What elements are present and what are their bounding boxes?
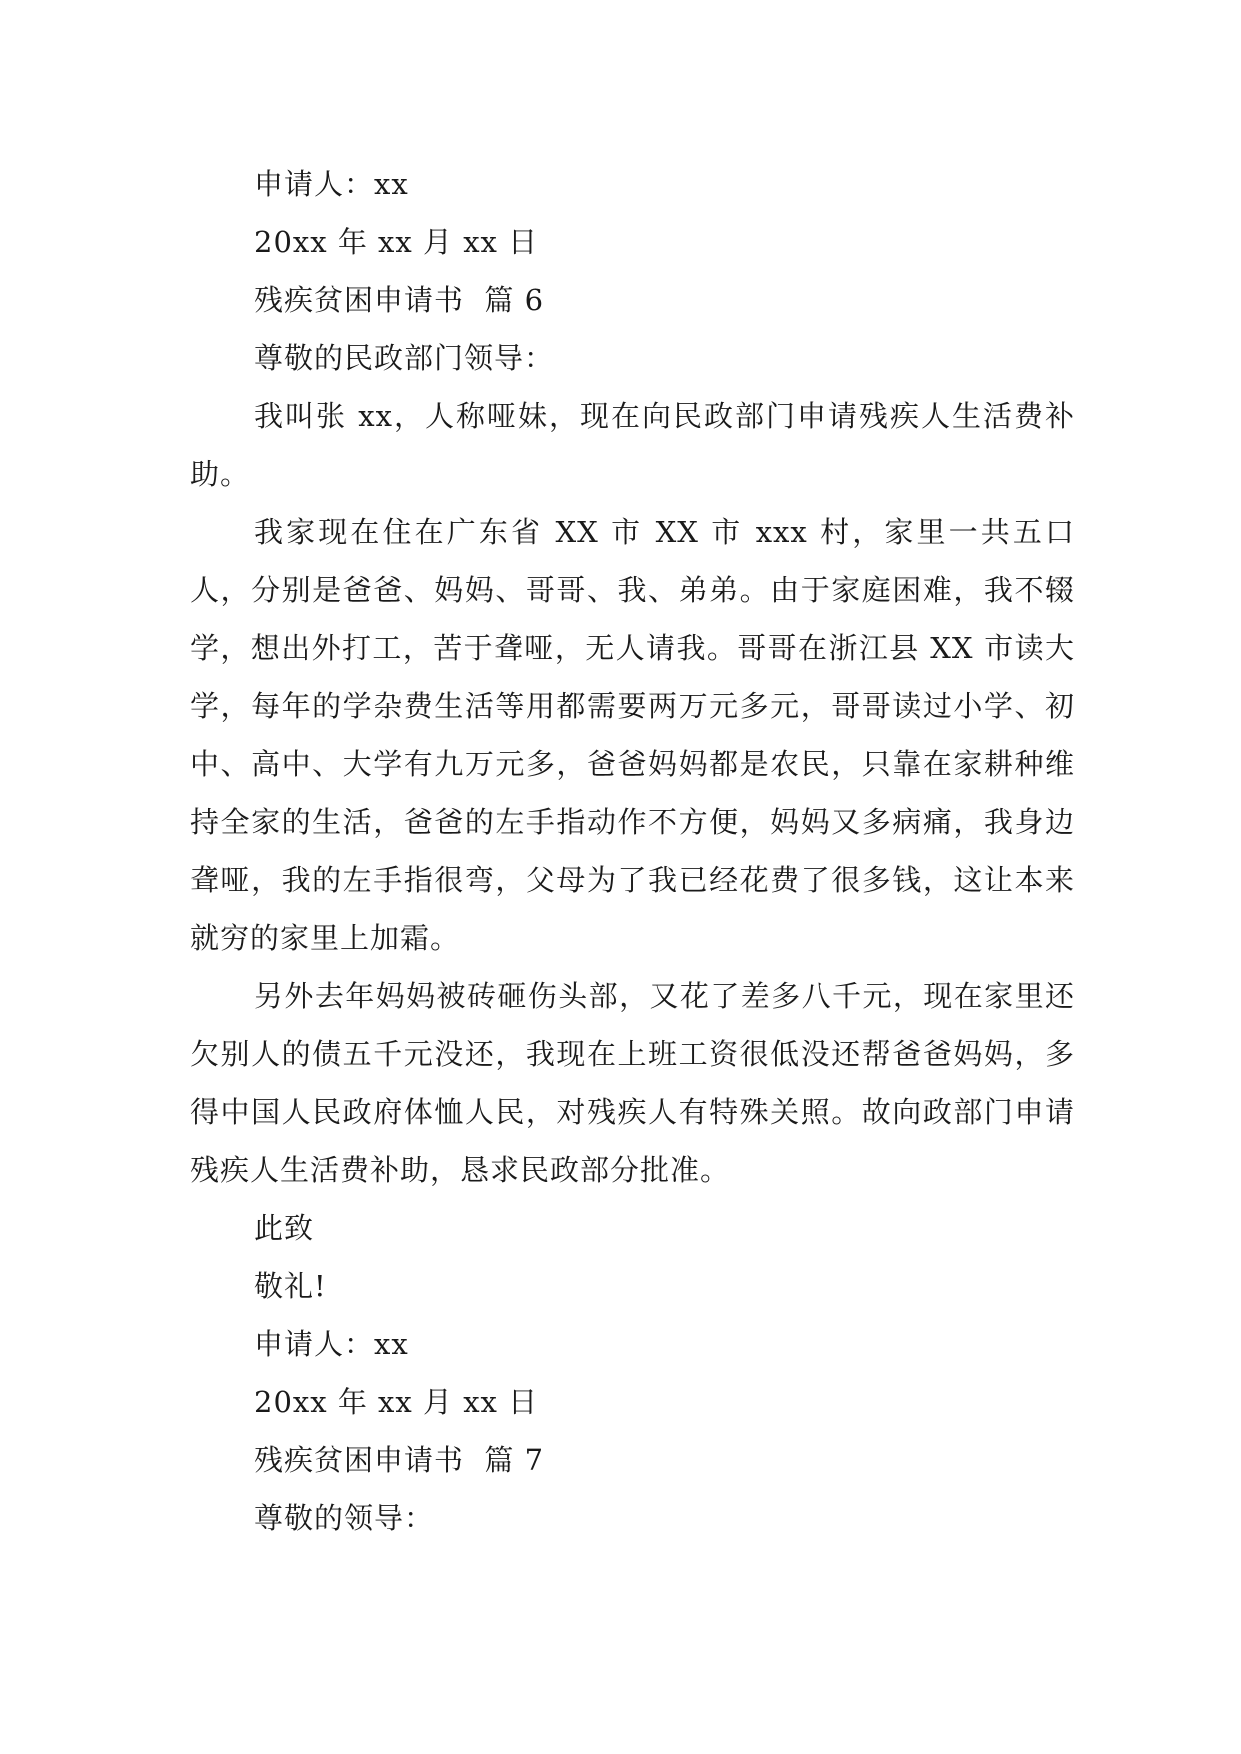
salutation: 尊敬的领导：	[254, 1501, 435, 1535]
body-paragraph: 另外去年妈妈被砖砸伤头部，又花了差多八千元，现在家里还欠别人的债五千元没还，我现在上班工资很低没还帮爸爸妈妈，多得中国人民政府体恤人民，对残疾人有特殊关照。故向政部门申请残疾人生活费补助，恳求民政部分批准。	[190, 979, 1075, 1187]
document-body	[190, 155, 1075, 1547]
salutation: 尊敬的民政部门领导：	[254, 341, 555, 375]
closing-line: 此致	[254, 1211, 315, 1245]
closing-regards: 敬礼!	[254, 1269, 327, 1303]
body-paragraph: 我叫张 xx，人称哑妹，现在向民政部门申请残疾人生活费补助。	[190, 399, 1075, 491]
date-line: 20xx 年 xx 月 xx 日	[254, 225, 539, 259]
body-paragraph: 我家现在住在广东省 XX 市 XX 市 xxx 村，家里一共五口人，分别是爸爸、妈妈、哥哥、我、弟弟。由于家庭困难，我不辍学，想出外打工，苦于聋哑，无人请我。哥哥在浙江县 XX 市读大学，每年的学杂费生活等用都需要两万元多元，哥哥读过小学、初中、高中、大学有九万元多，爸爸妈妈都是农民，只靠在家耕种维持全家的生活，爸爸的左手指动作不方便，妈妈又多病痛，我身边聋哑，我的左手指很弯，父母为了我已经花费了很多钱，这让本来就穷的家里上加霜。	[190, 515, 1075, 955]
applicant-line: 申请人：xx	[254, 1327, 409, 1361]
section-heading: 残疾贫困申请书 篇 6	[254, 283, 545, 317]
section-heading: 残疾贫困申请书 篇 7	[254, 1443, 545, 1477]
date-line: 20xx 年 xx 月 xx 日	[254, 1385, 539, 1419]
applicant-line: 申请人：xx	[254, 167, 409, 201]
